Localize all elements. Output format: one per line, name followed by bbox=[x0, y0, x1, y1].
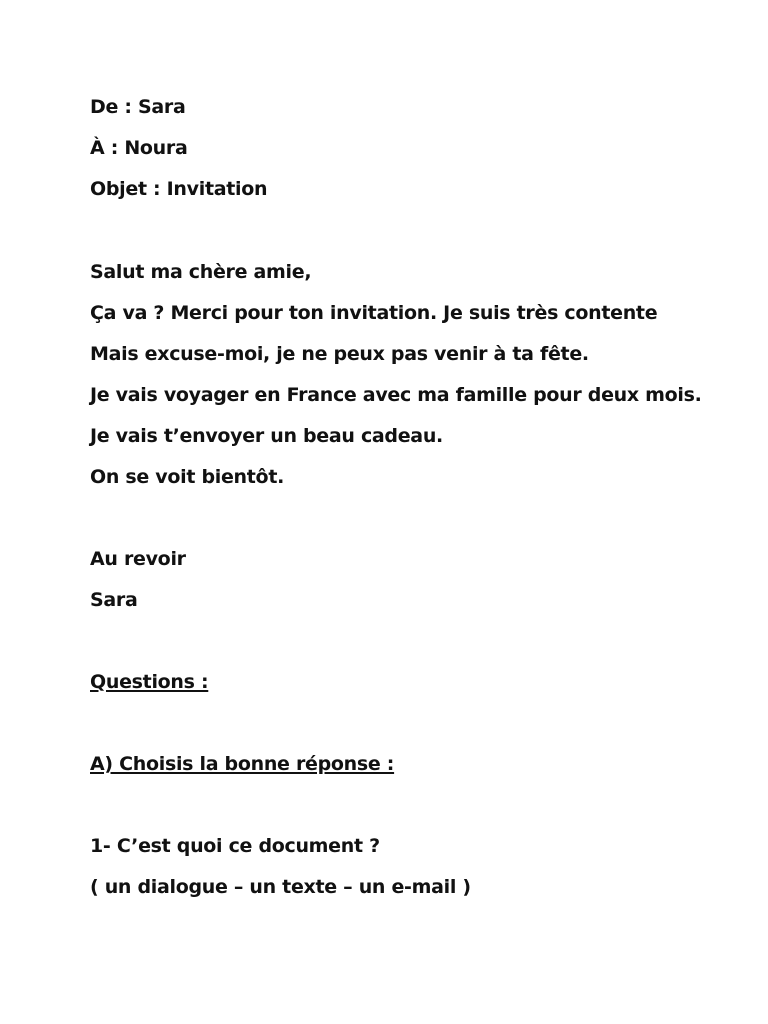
questions-heading: Questions : bbox=[90, 671, 209, 693]
email-from: De : Sara bbox=[90, 96, 186, 118]
question-1: 1- C’est quoi ce document ? bbox=[90, 835, 380, 857]
email-to: À : Noura bbox=[90, 137, 188, 159]
section-a-heading: A) Choisis la bonne réponse : bbox=[90, 753, 395, 775]
email-body-line: On se voit bientôt. bbox=[90, 466, 285, 488]
email-greeting: Salut ma chère amie, bbox=[90, 261, 312, 283]
question-1-options: ( un dialogue – un texte – un e-mail ) bbox=[90, 876, 471, 898]
email-body-line: Je vais voyager en France avec ma famille pour deux mois. bbox=[90, 384, 702, 406]
email-subject: Objet : Invitation bbox=[90, 178, 268, 200]
email-body-line: Ça va ? Merci pour ton invitation. Je suis très contente bbox=[90, 302, 658, 324]
email-body-line: Je vais t’envoyer un beau cadeau. bbox=[90, 425, 443, 447]
email-body-line: Mais excuse-moi, je ne peux pas venir à ta fête. bbox=[90, 343, 589, 365]
email-farewell: Au revoir bbox=[90, 548, 186, 570]
email-signature: Sara bbox=[90, 589, 138, 611]
